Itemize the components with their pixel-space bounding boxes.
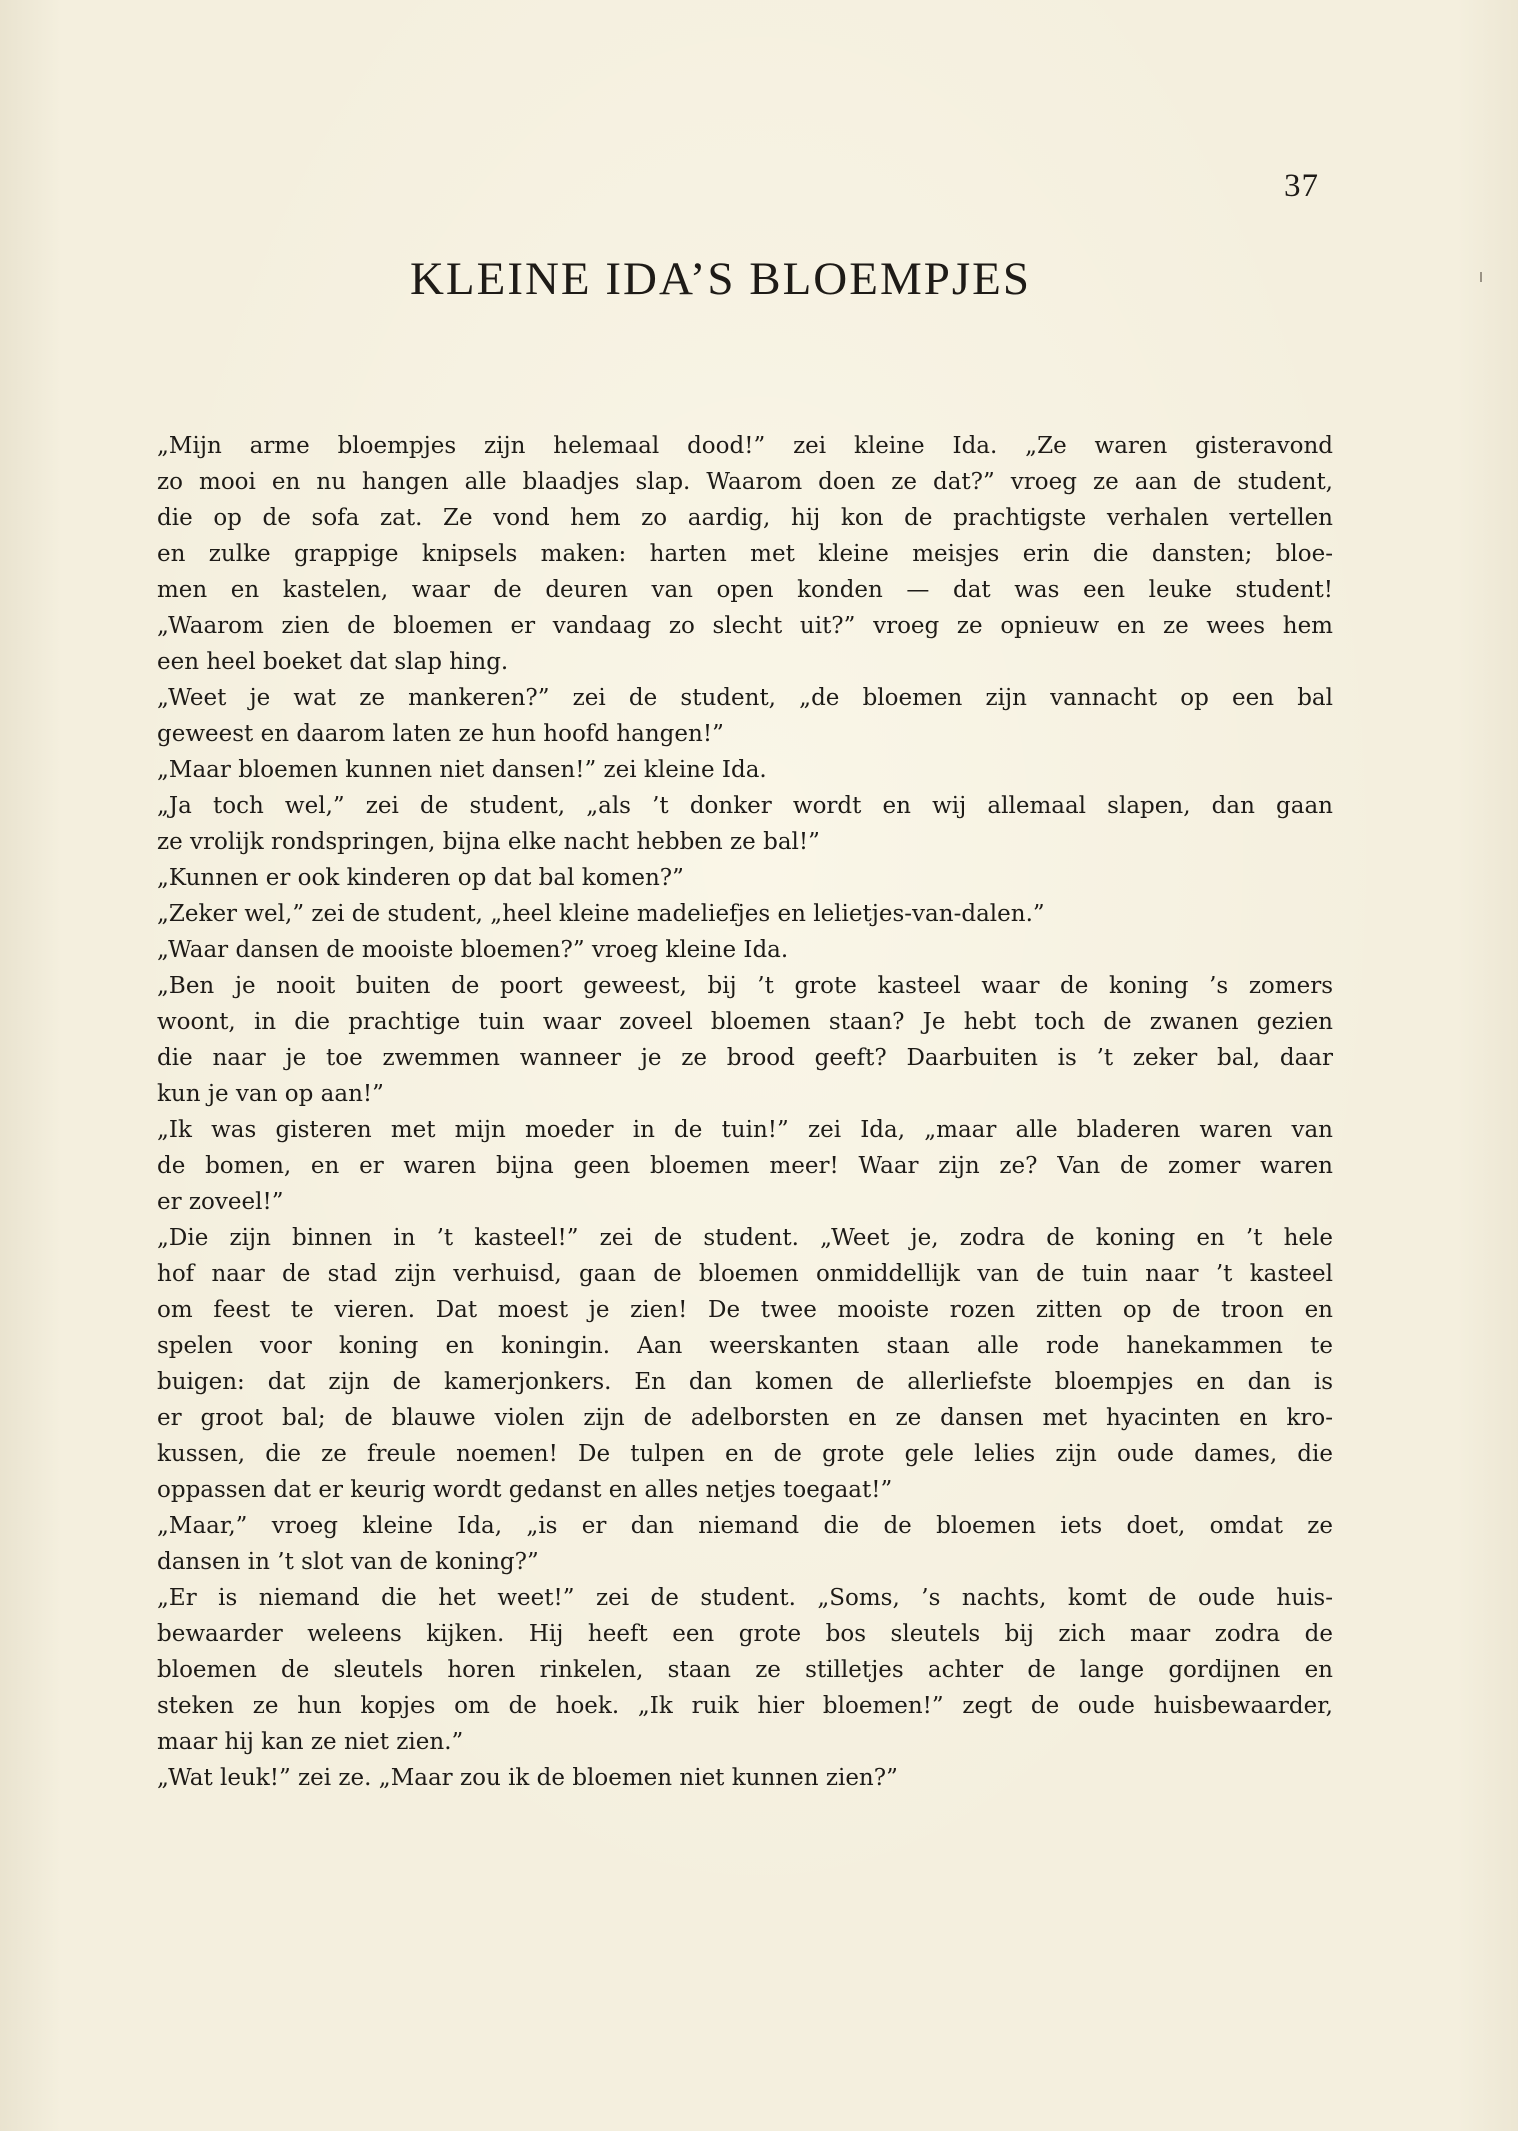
text-line: een heel boeket dat slap hing.: [157, 649, 509, 675]
text-line: er groot bal; de blauwe violen zijn de adelborsten en ze dansen met hyacinten en kro-: [157, 1405, 1333, 1431]
text-line: bewaarder weleens kijken. Hij heeft een grote bos sleutels bij zich maar zodra de: [157, 1621, 1333, 1647]
text-line: die naar je toe zwemmen wanneer je ze brood geeft? Daarbuiten is ’t zeker bal, daar: [157, 1045, 1333, 1071]
text-line: er zoveel!”: [157, 1189, 284, 1215]
text-line: oppassen dat er keurig wordt gedanst en alles netjes toegaat!”: [157, 1477, 893, 1503]
text-line: de bomen, en er waren bijna geen bloemen meer! Waar zijn ze? Van de zomer waren: [157, 1153, 1333, 1179]
text-line: die op de sofa zat. Ze vond hem zo aardig, hij kon de prachtigste verhalen vertellen: [157, 505, 1333, 531]
text-line: „Maar,” vroeg kleine Ida, „is er dan niemand die de bloemen iets doet, omdat ze: [157, 1513, 1333, 1539]
text-line: ze vrolijk rondspringen, bijna elke nacht hebben ze bal!”: [157, 829, 820, 855]
page-number: 37: [1284, 168, 1319, 204]
text-line: kussen, die ze freule noemen! De tulpen en de grote gele lelies zijn oude dames, die: [157, 1441, 1333, 1467]
text-line: „Er is niemand die het weet!” zei de student. „Soms, ’s nachts, komt de oude huis-: [157, 1585, 1333, 1611]
text-line: „Wat leuk!” zei ze. „Maar zou ik de bloemen niet kunnen zien?”: [157, 1765, 898, 1791]
text-line: zo mooi en nu hangen alle blaadjes slap. Waarom doen ze dat?” vroeg ze aan de student,: [157, 469, 1333, 495]
text-line: om feest te vieren. Dat moest je zien! De twee mooiste rozen zitten op de troon en: [157, 1297, 1333, 1323]
text-line: men en kastelen, waar de deuren van open konden — dat was een leuke student!: [157, 577, 1333, 603]
text-line: „Waar dansen de mooiste bloemen?” vroeg kleine Ida.: [157, 937, 789, 963]
text-line: geweest en daarom laten ze hun hoofd hangen!”: [157, 721, 724, 747]
text-line: spelen voor koning en koningin. Aan weerskanten staan alle rode hanekammen te: [157, 1333, 1333, 1359]
page-title: KLEINE IDA’S BLOEMPJES: [409, 253, 1032, 305]
text-line: „Ja toch wel,” zei de student, „als ’t donker wordt en wij allemaal slapen, dan gaan: [157, 793, 1333, 819]
text-line: „Die zijn binnen in ’t kasteel!” zei de student. „Weet je, zodra de koning en ’t hele: [157, 1225, 1333, 1251]
text-line: „Weet je wat ze mankeren?” zei de student, „de bloemen zijn vannacht op een bal: [157, 685, 1333, 711]
body-text: [157, 428, 1333, 1796]
page-mark: [1480, 272, 1482, 282]
text-line: „Maar bloemen kunnen niet dansen!” zei kleine Ida.: [157, 757, 767, 783]
text-line: „Kunnen er ook kinderen op dat bal komen?”: [157, 865, 684, 891]
text-line: hof naar de stad zijn verhuisd, gaan de bloemen onmiddellijk van de tuin naar ’t kasteel: [157, 1261, 1333, 1287]
text-line: „Zeker wel,” zei de student, „heel kleine madeliefjes en lelietjes-van-dalen.”: [157, 901, 1045, 927]
text-line: dansen in ’t slot van de koning?”: [157, 1549, 539, 1575]
text-line: „Ik was gisteren met mijn moeder in de tuin!” zei Ida, „maar alle bladeren waren van: [157, 1117, 1333, 1143]
text-line: maar hij kan ze niet zien.”: [157, 1729, 464, 1755]
text-line: „Waarom zien de bloemen er vandaag zo slecht uit?” vroeg ze opnieuw en ze wees hem: [157, 613, 1333, 639]
text-line: kun je van op aan!”: [157, 1081, 384, 1107]
text-line: buigen: dat zijn de kamerjonkers. En dan komen de allerliefste bloempjes en dan is: [157, 1369, 1333, 1395]
text-line: „Ben je nooit buiten de poort geweest, bij ’t grote kasteel waar de koning ’s zomers: [157, 973, 1333, 999]
text-line: woont, in die prachtige tuin waar zoveel bloemen staan? Je hebt toch de zwanen gezien: [157, 1009, 1333, 1035]
text-line: „Mijn arme bloempjes zijn helemaal dood!” zei kleine Ida. „Ze waren gisteravond: [157, 433, 1333, 459]
text-line: bloemen de sleutels horen rinkelen, staan ze stilletjes achter de lange gordijnen en: [157, 1657, 1333, 1683]
text-line: en zulke grappige knipsels maken: harten met kleine meisjes erin die dansten; bloe-: [157, 541, 1333, 567]
text-line: steken ze hun kopjes om de hoek. „Ik ruik hier bloemen!” zegt de oude huisbewaarder,: [157, 1693, 1333, 1719]
